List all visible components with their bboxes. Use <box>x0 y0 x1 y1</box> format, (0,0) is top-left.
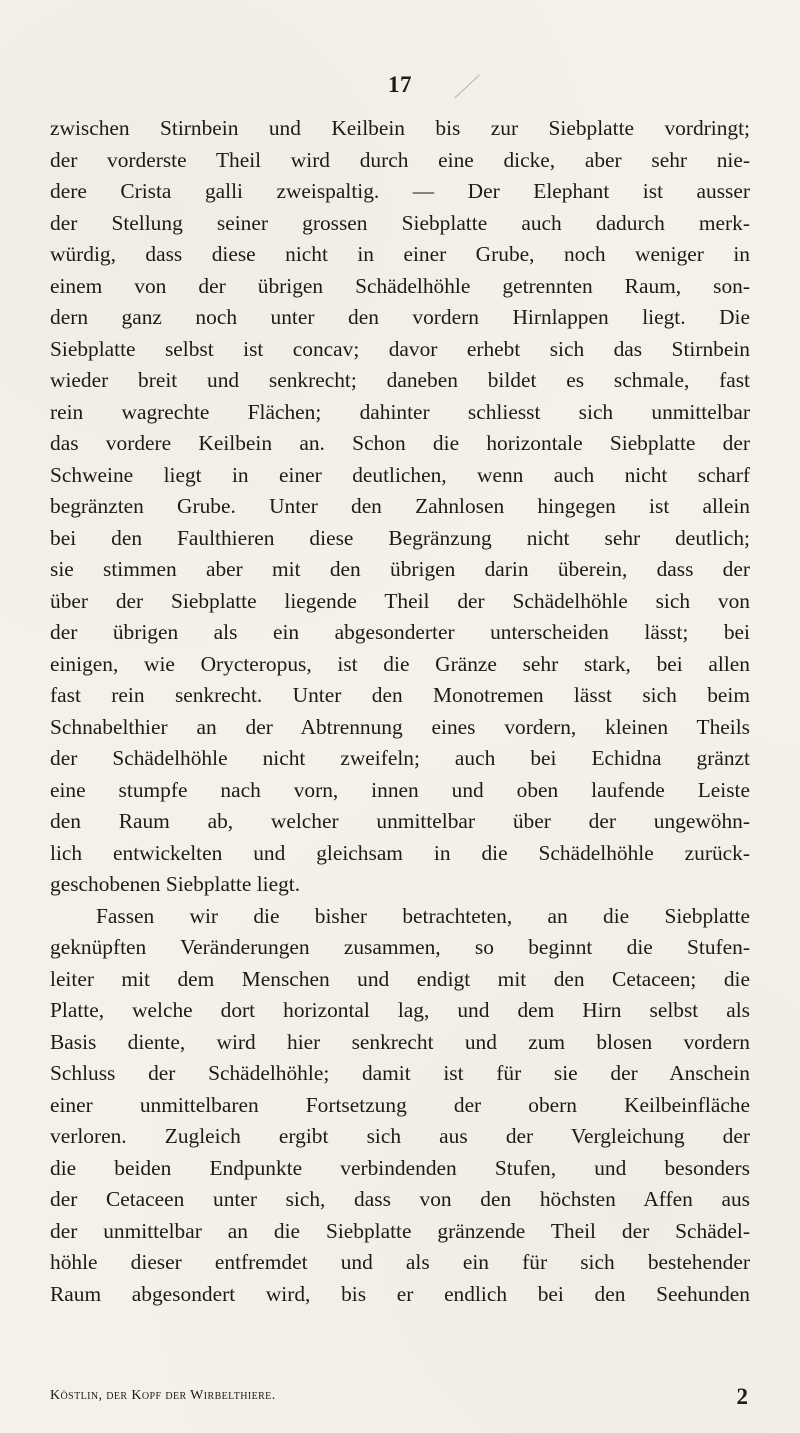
text-line: geschobenen Siebplatte liegt. <box>50 872 301 896</box>
text-line: den Raum ab, welcher unmittelbar über der ungewöhn- <box>50 809 750 833</box>
text-line: Schnabelthier an der Abtrennung eines vordern, kleinen Theils <box>50 714 750 739</box>
signature-line: Köstlin, der Kopf der Wirbelthiere. <box>50 1388 276 1403</box>
text-line: zwischen Stirnbein und Keilbein bis zur Siebplatte vordringt; <box>50 116 750 140</box>
text-line: geknüpften Veränderungen zusammen, so beginnt die Stufen- <box>50 935 750 959</box>
text-line: sie stimmen aber mit den übrigen darin überein, dass der <box>50 557 750 581</box>
text-line: dere Crista galli zweispaltig. — Der Elephant ist ausser <box>50 179 750 203</box>
text-line: würdig, dass diese nicht in einer Grube, noch weniger in <box>50 242 750 266</box>
text-line: der vorderste Theil wird durch eine dicke, aber sehr nie- <box>50 147 750 172</box>
text-line: Raum abgesondert wird, bis er endlich bei den Seehunden <box>50 1281 750 1306</box>
text-line: der übrigen als ein abgesonderter unterscheiden lässt; bei <box>50 620 750 644</box>
sheet-mark: 2 <box>736 1384 748 1409</box>
text-line: höhle dieser entfremdet und als ein für sich bestehender <box>50 1250 750 1274</box>
text-line: der unmittelbar an die Siebplatte gränzende Theil der Schädel- <box>50 1218 750 1243</box>
text-line: bei den Faulthieren diese Begränzung nicht sehr deutlich; <box>50 525 750 550</box>
text-line: einer unmittelbaren Fortsetzung der obern Keilbeinfläche <box>50 1092 750 1117</box>
page-number: 17 <box>388 72 412 97</box>
text-line: leiter mit dem Menschen und endigt mit den Cetaceen; die <box>50 966 750 991</box>
text-line: Schluss der Schädelhöhle; damit ist für sie der Anschein <box>50 1061 750 1085</box>
text-line: Basis diente, wird hier senkrecht und zum blosen vordern <box>50 1029 750 1054</box>
text-line: lich entwickelten und gleichsam in die Schädelhöhle zurück- <box>50 840 750 865</box>
text-line: Fassen wir die bisher betrachteten, an die Siebplatte <box>96 903 750 928</box>
text-line: das vordere Keilbein an. Schon die horizontale Siebplatte der <box>50 431 750 455</box>
text-line: Siebplatte selbst ist concav; davor erhebt sich das Stirnbein <box>50 336 750 361</box>
text-line: über der Siebplatte liegende Theil der Schädelhöhle sich von <box>50 588 750 613</box>
text-line: verloren. Zugleich ergibt sich aus der Vergleichung der <box>50 1124 750 1148</box>
page-footer <box>50 1386 750 1410</box>
text-line: einem von der übrigen Schädelhöhle getrennten Raum, son- <box>50 273 750 298</box>
text-line: rein wagrechte Flächen; dahinter schliesst sich unmittelbar <box>50 399 750 424</box>
text-line: der Schädelhöhle nicht zweifeln; auch bei Echidna gränzt <box>50 746 750 770</box>
text-line: der Cetaceen unter sich, dass von den höchsten Affen aus <box>50 1187 750 1211</box>
text-line: wieder breit und senkrecht; daneben bildet es schmale, fast <box>50 368 750 392</box>
text-line: begränzten Grube. Unter den Zahnlosen hingegen ist allein <box>50 494 750 518</box>
text-line: einigen, wie Orycteropus, ist die Gränze sehr stark, bei allen <box>50 651 750 676</box>
text-line: fast rein senkrecht. Unter den Monotremen lässt sich beim <box>50 683 750 707</box>
text-line: Platte, welche dort horizontal lag, und dem Hirn selbst als <box>50 998 750 1022</box>
text-line: der Stellung seiner grossen Siebplatte auch dadurch merk- <box>50 210 750 235</box>
text-line: dern ganz noch unter den vordern Hirnlappen liegt. Die <box>50 305 750 329</box>
body-text <box>50 113 750 1310</box>
text-line: Schweine liegt in einer deutlichen, wenn auch nicht scharf <box>50 462 750 487</box>
text-line: die beiden Endpunkte verbindenden Stufen, und besonders <box>50 1155 750 1180</box>
text-line: eine stumpfe nach vorn, innen und oben laufende Leiste <box>50 777 750 802</box>
